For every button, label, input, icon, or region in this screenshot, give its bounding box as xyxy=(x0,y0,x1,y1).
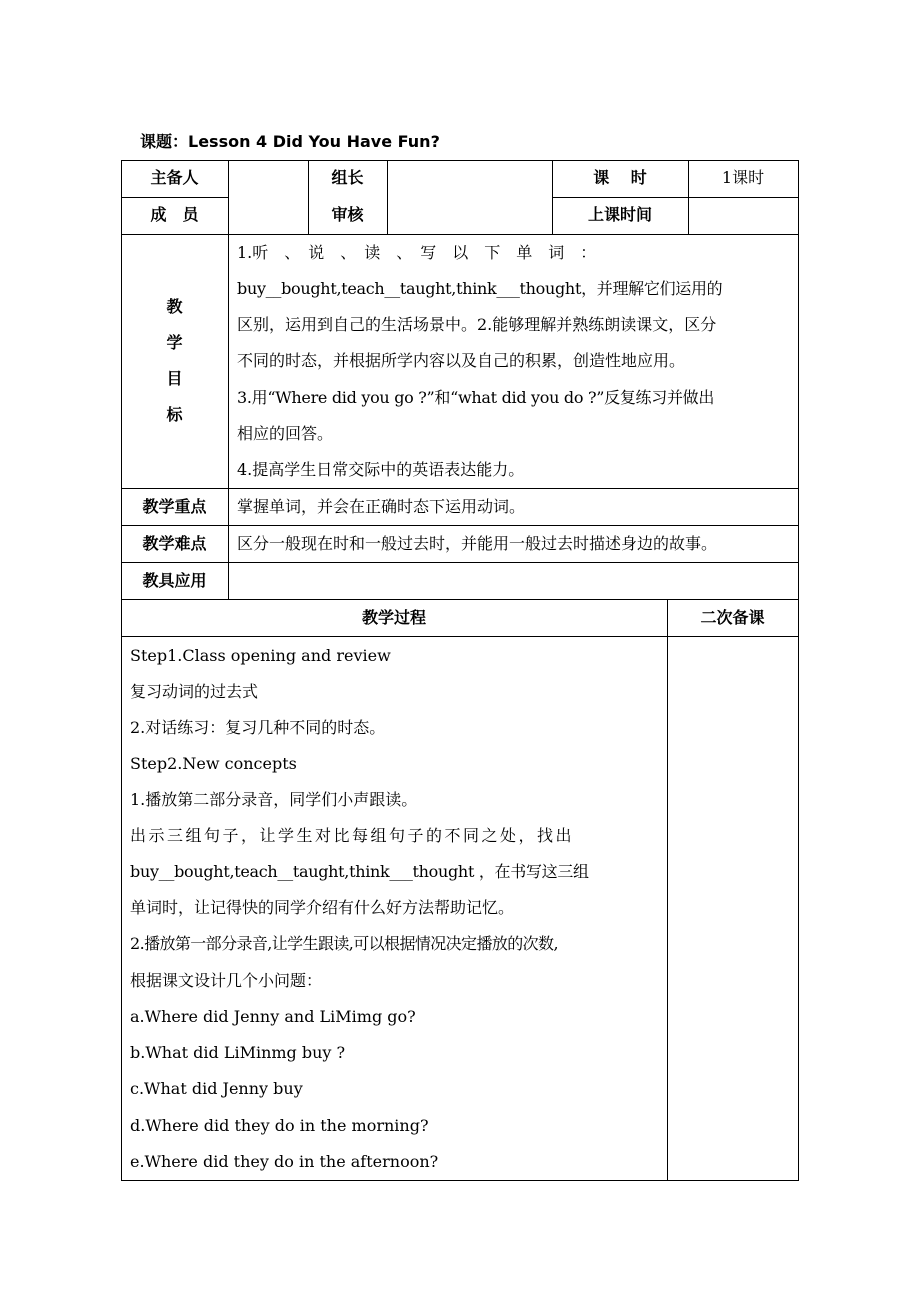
process-line: buy__bought,teach__taught,think___thought ，在书写这三组 xyxy=(130,862,589,881)
goals-label-char: 教 xyxy=(166,297,183,316)
key-points-label: 教学重点 xyxy=(142,497,207,516)
members-label: 成 员 xyxy=(150,205,199,224)
process-line: 单词时，让记得快的同学介绍有什么好方法帮助记忆。 xyxy=(130,898,515,917)
goals-line: 不同的时态，并根据所学内容以及自己的积累，创造性地应用。 xyxy=(237,351,686,370)
process-line: 复习动词的过去式 xyxy=(130,682,259,701)
difficulties-value: 区分一般现在时和一般过去时，并能用一般过去时描述身边的故事。 xyxy=(237,534,718,553)
process-header: 教学过程 xyxy=(361,608,426,627)
difficulties-label: 教学难点 xyxy=(142,534,207,553)
process-line: 2.播放第一部分录音,让学生跟读,可以根据情况决定播放的次数, xyxy=(130,934,558,953)
goals-label-char: 目 xyxy=(166,369,183,388)
period-label: 课 时 xyxy=(593,168,647,187)
goals-line: 3.用“Where did you go ?”和“what did you do ?”反复练习并做出 xyxy=(237,388,715,407)
preparer-label: 主备人 xyxy=(150,168,199,187)
review-label: 审核 xyxy=(331,205,364,224)
process-line: 2.对话练习：复习几种不同的时态。 xyxy=(130,718,386,737)
process-line: b.What did LiMinmg buy ? xyxy=(130,1043,346,1062)
process-line: 根据课文设计几个小问题： xyxy=(130,971,323,990)
tools-label: 教具应用 xyxy=(142,571,207,590)
process-line: 1.播放第二部分录音，同学们小声跟读。 xyxy=(130,790,418,809)
period-value: 1课时 xyxy=(721,168,765,187)
goals-line: 相应的回答。 xyxy=(237,424,334,443)
leader-label: 组长 xyxy=(331,168,364,187)
second-prep-header: 二次备课 xyxy=(700,608,765,627)
process-line: Step2.New concepts xyxy=(130,754,297,773)
goals-line: buy__bought,teach__taught,think___thought，并理解它们运用的 xyxy=(237,279,723,298)
goals-line: 区别，运用到自己的生活场景中。2.能够理解并熟练朗读课文，区分 xyxy=(237,315,717,334)
goals-line: 4.提高学生日常交际中的英语表达能力。 xyxy=(237,460,525,479)
process-line: d.Where did they do in the morning? xyxy=(130,1116,429,1135)
goals-line: 1.听 、 说 、 读 、 写 以 下 单 词 ： xyxy=(237,243,597,262)
key-points-value: 掌握单词，并会在正确时态下运用动词。 xyxy=(237,497,526,516)
process-line: Step1.Class opening and review xyxy=(130,646,391,665)
goals-label-char: 学 xyxy=(166,333,183,352)
lesson-title: 课题：Lesson 4 Did You Have Fun? xyxy=(140,132,440,151)
goals-label-char: 标 xyxy=(166,405,183,424)
process-line: e.Where did they do in the afternoon? xyxy=(130,1152,439,1171)
process-line: a.Where did Jenny and LiMimg go? xyxy=(130,1007,416,1026)
process-line: 出示三组句子，让学生对比每组句子的不同之处，找出 xyxy=(130,826,575,845)
class-time-label: 上课时间 xyxy=(587,205,652,224)
process-line: c.What did Jenny buy xyxy=(130,1079,303,1098)
